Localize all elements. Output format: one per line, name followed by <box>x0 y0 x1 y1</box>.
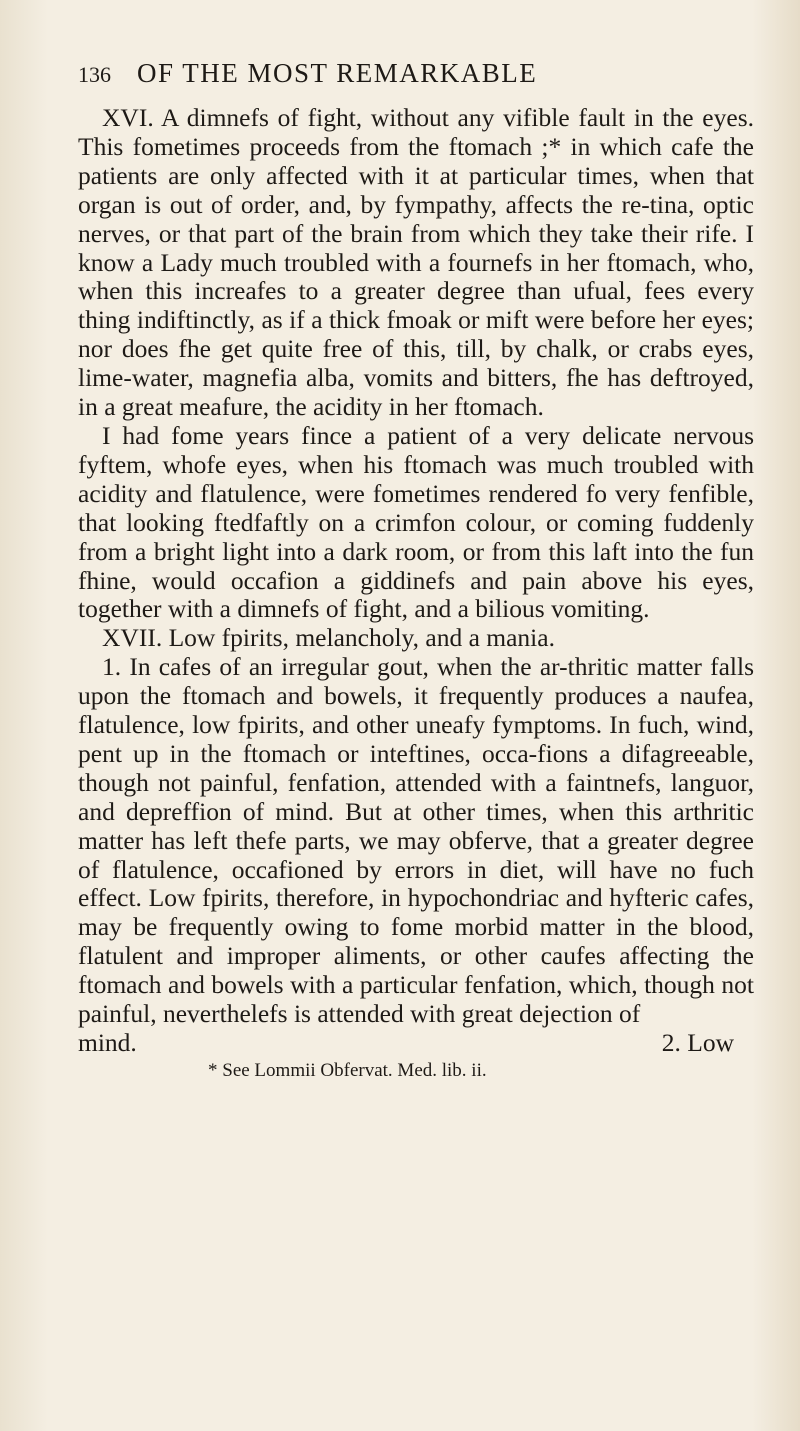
paragraph-xvi: XVI. A dimnefs of fight, without any vifible fault in the eyes. This fometimes proceeds from the ftomach ;* in which cafe the patients are only affected with it at particular times, when that organ is out of order, and, by fympathy, affects the re-tina, optic nerves, or that part of the brain from which they take their rife. I know a Lady much troubled with a fournefs in her ftomach, who, when this increafes to a greater degree than ufual, fees every thing indiftinctly, as if a thick fmoak or mift were before her eyes; nor does fhe get quite free of this, till, by chalk, or crabs eyes, lime-water, magnefia alba, vomits and bitters, fhe has deftroyed, in a great meafure, the acidity in her ftomach. <box>78 103 754 422</box>
catchword: 2. Low <box>661 1028 734 1057</box>
page-number: 136 <box>78 62 111 87</box>
heading-xvii: XVII. Low fpirits, melancholy, and a mania. <box>102 623 555 653</box>
footnote: * See Lommii Obfervat. Med. lib. ii. <box>208 1059 487 1081</box>
last-line-text: mind. <box>78 1028 137 1057</box>
running-head <box>78 58 754 88</box>
paragraph-patient: I had fome years fince a patient of a very delicate nervous fyftem, whofe eyes, when his ftomach was much troubled with acidity and flatulence, were fometimes rendered fo very fenfible, that looking ftedfaftly on a crimfon colour, or coming fuddenly from a bright light into a dark room, or from this laft into the fun fhine, would occafion a giddinefs and pain above his eyes, together with a dimnefs of fight, and a bilious vomiting. <box>78 420 754 624</box>
paragraph-gout: 1. In cafes of an irregular gout, when the ar-thritic matter falls upon the ftomach and bowels, it frequently produces a naufea, flatulence, low fpirits, and other uneafy fymptoms. In fuch, wind, pent up in the ftomach or inteftines, occa-fions a difagreeable, though not painful, fenfation, attended with a faintnefs, languor, and depreffion of mind. But at other times, when this arthritic matter has left thefe parts, we may obferve, that a greater degree of flatulence, occafioned by errors in diet, will have no fuch effect. Low fpirits, therefore, in hypochondriac and hyfteric cafes, may be frequently owing to fome morbid matter in the blood, flatulent and improper aliments, or other caufes affecting the ftomach and bowels with a particular fenfation, which, though not painful, neverthelefs is attended with great dejection of <box>78 652 754 1029</box>
running-title: OF THE MOST REMARKABLE <box>137 58 538 88</box>
last-line <box>78 1029 754 1058</box>
body-text <box>78 104 754 1029</box>
